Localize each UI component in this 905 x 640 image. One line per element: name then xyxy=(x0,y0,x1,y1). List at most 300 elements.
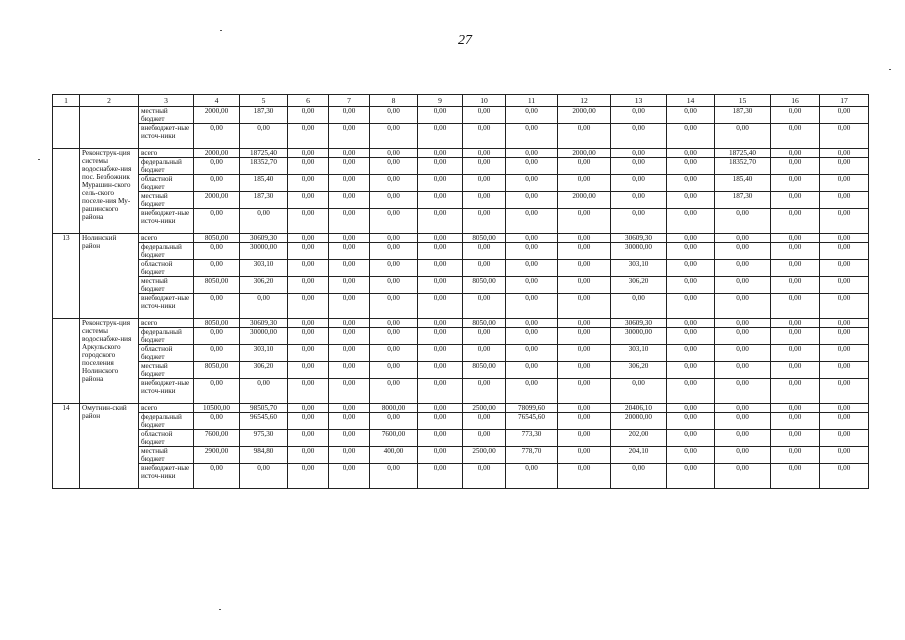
value-cell: 0,00 xyxy=(558,158,611,175)
column-header: 17 xyxy=(820,95,869,107)
funding-source-cell: местный бюджет xyxy=(139,277,194,294)
value-cell: 0,00 xyxy=(558,260,611,277)
value-cell: 20000,00 xyxy=(611,413,667,430)
value-cell: 0,00 xyxy=(558,319,611,328)
value-cell: 30000,00 xyxy=(240,328,288,345)
value-cell: 0,00 xyxy=(288,319,329,328)
value-cell: 0,00 xyxy=(463,464,506,489)
funding-source-cell: областной бюджет xyxy=(139,260,194,277)
value-cell: 0,00 xyxy=(329,430,370,447)
value-cell: 76545,60 xyxy=(506,413,558,430)
value-cell: 0,00 xyxy=(820,277,869,294)
value-cell: 0,00 xyxy=(463,294,506,319)
value-cell: 0,00 xyxy=(771,319,820,328)
value-cell: 0,00 xyxy=(611,209,667,234)
column-header: 5 xyxy=(240,95,288,107)
value-cell: 0,00 xyxy=(667,404,715,413)
table-header-row xyxy=(53,95,869,107)
funding-source-cell: всего xyxy=(139,319,194,328)
value-cell: 0,00 xyxy=(463,328,506,345)
value-cell: 30609,30 xyxy=(611,319,667,328)
value-cell: 0,00 xyxy=(506,294,558,319)
value-cell: 8050,00 xyxy=(194,277,240,294)
scan-speck xyxy=(219,609,221,610)
value-cell: 2000,00 xyxy=(558,149,611,158)
table-row xyxy=(53,107,869,124)
value-cell: 18352,70 xyxy=(715,158,771,175)
value-cell: 0,00 xyxy=(463,209,506,234)
value-cell: 0,00 xyxy=(558,447,611,464)
value-cell: 0,00 xyxy=(667,234,715,243)
value-cell: 0,00 xyxy=(194,345,240,362)
value-cell: 0,00 xyxy=(288,404,329,413)
value-cell: 0,00 xyxy=(194,124,240,149)
table-row xyxy=(53,209,869,234)
value-cell: 0,00 xyxy=(558,379,611,404)
value-cell: 8050,00 xyxy=(463,234,506,243)
value-cell: 0,00 xyxy=(240,294,288,319)
value-cell: 306,20 xyxy=(611,362,667,379)
table-row xyxy=(53,277,869,294)
value-cell: 0,00 xyxy=(288,260,329,277)
value-cell: 0,00 xyxy=(329,243,370,260)
value-cell: 0,00 xyxy=(820,107,869,124)
value-cell: 0,00 xyxy=(667,464,715,489)
column-header: 13 xyxy=(611,95,667,107)
value-cell: 0,00 xyxy=(820,413,869,430)
value-cell: 0,00 xyxy=(288,124,329,149)
value-cell: 0,00 xyxy=(240,464,288,489)
value-cell: 0,00 xyxy=(194,158,240,175)
value-cell: 0,00 xyxy=(715,345,771,362)
table-row xyxy=(53,379,869,404)
value-cell: 0,00 xyxy=(288,362,329,379)
value-cell: 0,00 xyxy=(820,447,869,464)
value-cell: 306,20 xyxy=(240,277,288,294)
value-cell: 0,00 xyxy=(667,430,715,447)
value-cell: 773,30 xyxy=(506,430,558,447)
value-cell: 0,00 xyxy=(288,413,329,430)
value-cell: 0,00 xyxy=(715,362,771,379)
value-cell: 0,00 xyxy=(667,328,715,345)
value-cell: 0,00 xyxy=(771,192,820,209)
value-cell: 0,00 xyxy=(771,379,820,404)
value-cell: 187,30 xyxy=(715,107,771,124)
value-cell: 0,00 xyxy=(820,175,869,192)
value-cell: 0,00 xyxy=(418,447,463,464)
value-cell: 0,00 xyxy=(194,243,240,260)
value-cell: 2000,00 xyxy=(558,192,611,209)
value-cell: 303,10 xyxy=(611,260,667,277)
value-cell: 0,00 xyxy=(418,175,463,192)
value-cell: 0,00 xyxy=(463,158,506,175)
column-header: 1 xyxy=(53,95,80,107)
value-cell: 0,00 xyxy=(715,464,771,489)
value-cell: 0,00 xyxy=(667,209,715,234)
value-cell: 0,00 xyxy=(506,124,558,149)
value-cell: 0,00 xyxy=(611,192,667,209)
value-cell: 0,00 xyxy=(418,379,463,404)
value-cell: 0,00 xyxy=(463,149,506,158)
funding-source-cell: федеральный бюджет xyxy=(139,328,194,345)
funding-source-cell: областной бюджет xyxy=(139,430,194,447)
value-cell: 0,00 xyxy=(288,158,329,175)
value-cell: 0,00 xyxy=(194,328,240,345)
value-cell: 0,00 xyxy=(329,413,370,430)
value-cell: 0,00 xyxy=(771,464,820,489)
value-cell: 0,00 xyxy=(418,294,463,319)
value-cell: 0,00 xyxy=(667,362,715,379)
value-cell: 0,00 xyxy=(558,175,611,192)
value-cell: 0,00 xyxy=(715,379,771,404)
value-cell: 0,00 xyxy=(715,243,771,260)
value-cell: 0,00 xyxy=(370,319,418,328)
value-cell: 0,00 xyxy=(463,260,506,277)
funding-source-cell: федеральный бюджет xyxy=(139,413,194,430)
value-cell: 0,00 xyxy=(370,362,418,379)
value-cell: 0,00 xyxy=(771,107,820,124)
table-row xyxy=(53,328,869,345)
value-cell: 0,00 xyxy=(506,175,558,192)
value-cell: 0,00 xyxy=(715,294,771,319)
value-cell: 0,00 xyxy=(771,260,820,277)
value-cell: 0,00 xyxy=(506,260,558,277)
funding-source-cell: всего xyxy=(139,234,194,243)
value-cell: 303,10 xyxy=(240,260,288,277)
value-cell: 303,10 xyxy=(611,345,667,362)
table-row xyxy=(53,192,869,209)
value-cell: 7600,00 xyxy=(370,430,418,447)
value-cell: 0,00 xyxy=(194,294,240,319)
value-cell: 0,00 xyxy=(418,362,463,379)
value-cell: 0,00 xyxy=(329,158,370,175)
value-cell: 0,00 xyxy=(771,158,820,175)
value-cell: 0,00 xyxy=(611,149,667,158)
value-cell: 0,00 xyxy=(506,209,558,234)
value-cell: 2500,00 xyxy=(463,404,506,413)
value-cell: 30609,30 xyxy=(240,319,288,328)
value-cell: 0,00 xyxy=(418,124,463,149)
value-cell: 0,00 xyxy=(506,192,558,209)
value-cell: 0,00 xyxy=(329,149,370,158)
value-cell: 0,00 xyxy=(506,149,558,158)
value-cell: 0,00 xyxy=(418,209,463,234)
page-number: 27 xyxy=(458,33,472,48)
row-index-cell xyxy=(53,107,80,149)
value-cell: 0,00 xyxy=(506,328,558,345)
value-cell: 0,00 xyxy=(820,328,869,345)
value-cell: 0,00 xyxy=(418,277,463,294)
value-cell: 0,00 xyxy=(418,413,463,430)
value-cell: 0,00 xyxy=(558,430,611,447)
value-cell: 0,00 xyxy=(820,192,869,209)
value-cell: 0,00 xyxy=(715,277,771,294)
value-cell: 0,00 xyxy=(820,158,869,175)
value-cell: 98505,70 xyxy=(240,404,288,413)
value-cell: 303,10 xyxy=(240,345,288,362)
value-cell: 204,10 xyxy=(611,447,667,464)
column-header: 9 xyxy=(418,95,463,107)
table-row xyxy=(53,294,869,319)
funding-source-cell: областной бюджет xyxy=(139,345,194,362)
value-cell: 20406,10 xyxy=(611,404,667,413)
value-cell: 0,00 xyxy=(715,319,771,328)
value-cell: 0,00 xyxy=(463,192,506,209)
value-cell: 0,00 xyxy=(771,175,820,192)
value-cell: 0,00 xyxy=(611,124,667,149)
table-row xyxy=(53,404,869,413)
value-cell: 0,00 xyxy=(820,209,869,234)
scan-speck xyxy=(38,159,40,160)
value-cell: 0,00 xyxy=(329,124,370,149)
value-cell: 0,00 xyxy=(370,464,418,489)
value-cell: 0,00 xyxy=(715,430,771,447)
value-cell: 0,00 xyxy=(771,345,820,362)
value-cell: 0,00 xyxy=(771,149,820,158)
value-cell: 0,00 xyxy=(288,175,329,192)
value-cell: 0,00 xyxy=(558,209,611,234)
value-cell: 984,80 xyxy=(240,447,288,464)
table-row xyxy=(53,158,869,175)
value-cell: 0,00 xyxy=(370,192,418,209)
table-row xyxy=(53,447,869,464)
value-cell: 0,00 xyxy=(820,124,869,149)
object-name-cell xyxy=(80,107,139,149)
value-cell: 0,00 xyxy=(288,149,329,158)
row-index-cell: 14 xyxy=(53,404,80,489)
value-cell: 0,00 xyxy=(611,294,667,319)
value-cell: 0,00 xyxy=(771,277,820,294)
column-header: 10 xyxy=(463,95,506,107)
value-cell: 0,00 xyxy=(771,243,820,260)
value-cell: 0,00 xyxy=(820,464,869,489)
value-cell: 0,00 xyxy=(558,328,611,345)
value-cell: 0,00 xyxy=(667,107,715,124)
value-cell: 0,00 xyxy=(329,260,370,277)
value-cell: 0,00 xyxy=(667,319,715,328)
value-cell: 0,00 xyxy=(370,158,418,175)
value-cell: 0,00 xyxy=(370,175,418,192)
value-cell: 185,40 xyxy=(715,175,771,192)
value-cell: 0,00 xyxy=(329,345,370,362)
value-cell: 0,00 xyxy=(771,404,820,413)
value-cell: 0,00 xyxy=(329,277,370,294)
value-cell: 0,00 xyxy=(715,260,771,277)
value-cell: 30000,00 xyxy=(240,243,288,260)
table-row xyxy=(53,260,869,277)
value-cell: 187,30 xyxy=(715,192,771,209)
value-cell: 30000,00 xyxy=(611,328,667,345)
value-cell: 0,00 xyxy=(506,243,558,260)
value-cell: 0,00 xyxy=(715,234,771,243)
value-cell: 975,30 xyxy=(240,430,288,447)
value-cell: 2900,00 xyxy=(194,447,240,464)
object-name-cell: Реконструк-ция системы водоснабже-ния Аркульского городского поселения Нолинского района xyxy=(80,319,139,404)
funding-source-cell: федеральный бюджет xyxy=(139,243,194,260)
value-cell: 187,30 xyxy=(240,107,288,124)
value-cell: 0,00 xyxy=(771,447,820,464)
value-cell: 0,00 xyxy=(667,149,715,158)
table-row xyxy=(53,175,869,192)
value-cell: 96545,60 xyxy=(240,413,288,430)
value-cell: 0,00 xyxy=(418,107,463,124)
value-cell: 0,00 xyxy=(506,362,558,379)
funding-source-cell: внебюджет-ные источ-ники xyxy=(139,294,194,319)
value-cell: 0,00 xyxy=(667,447,715,464)
value-cell: 0,00 xyxy=(370,234,418,243)
value-cell: 0,00 xyxy=(506,345,558,362)
value-cell: 0,00 xyxy=(506,464,558,489)
column-header: 15 xyxy=(715,95,771,107)
scan-speck xyxy=(889,69,891,70)
value-cell: 0,00 xyxy=(240,209,288,234)
value-cell: 0,00 xyxy=(370,294,418,319)
funding-source-cell: областной бюджет xyxy=(139,175,194,192)
funding-source-cell: внебюджет-ные источ-ники xyxy=(139,209,194,234)
value-cell: 0,00 xyxy=(611,158,667,175)
value-cell: 0,00 xyxy=(463,243,506,260)
value-cell: 0,00 xyxy=(288,328,329,345)
value-cell: 0,00 xyxy=(771,124,820,149)
value-cell: 0,00 xyxy=(194,209,240,234)
value-cell: 0,00 xyxy=(288,277,329,294)
value-cell: 0,00 xyxy=(370,277,418,294)
value-cell: 0,00 xyxy=(370,243,418,260)
value-cell: 0,00 xyxy=(329,404,370,413)
value-cell: 0,00 xyxy=(667,277,715,294)
value-cell: 0,00 xyxy=(194,260,240,277)
value-cell: 0,00 xyxy=(667,379,715,404)
value-cell: 0,00 xyxy=(194,379,240,404)
value-cell: 306,20 xyxy=(611,277,667,294)
funding-source-cell: всего xyxy=(139,404,194,413)
value-cell: 0,00 xyxy=(506,277,558,294)
funding-source-cell: местный бюджет xyxy=(139,362,194,379)
value-cell: 0,00 xyxy=(771,234,820,243)
value-cell: 0,00 xyxy=(288,209,329,234)
value-cell: 0,00 xyxy=(288,379,329,404)
value-cell: 0,00 xyxy=(506,319,558,328)
value-cell: 0,00 xyxy=(820,149,869,158)
value-cell: 8050,00 xyxy=(194,234,240,243)
value-cell: 0,00 xyxy=(194,413,240,430)
value-cell: 0,00 xyxy=(329,379,370,404)
value-cell: 2000,00 xyxy=(558,107,611,124)
value-cell: 0,00 xyxy=(288,447,329,464)
value-cell: 0,00 xyxy=(418,319,463,328)
table-row xyxy=(53,464,869,489)
column-header: 14 xyxy=(667,95,715,107)
value-cell: 306,20 xyxy=(240,362,288,379)
value-cell: 10500,00 xyxy=(194,404,240,413)
object-name-cell: Омутнин-ский район xyxy=(80,404,139,489)
table-row xyxy=(53,124,869,149)
table-row xyxy=(53,319,869,328)
value-cell: 0,00 xyxy=(370,328,418,345)
value-cell: 0,00 xyxy=(611,175,667,192)
column-header: 16 xyxy=(771,95,820,107)
value-cell: 0,00 xyxy=(558,243,611,260)
value-cell: 0,00 xyxy=(370,379,418,404)
row-index-cell: 13 xyxy=(53,234,80,319)
funding-source-cell: внебюджет-ные источ-ники xyxy=(139,124,194,149)
value-cell: 0,00 xyxy=(667,175,715,192)
funding-source-cell: внебюджет-ные источ-ники xyxy=(139,379,194,404)
value-cell: 0,00 xyxy=(771,294,820,319)
value-cell: 0,00 xyxy=(715,209,771,234)
value-cell: 0,00 xyxy=(667,124,715,149)
table-row xyxy=(53,362,869,379)
value-cell: 18352,70 xyxy=(240,158,288,175)
value-cell: 8050,00 xyxy=(463,277,506,294)
value-cell: 0,00 xyxy=(418,149,463,158)
value-cell: 0,00 xyxy=(771,328,820,345)
value-cell: 0,00 xyxy=(418,158,463,175)
value-cell: 0,00 xyxy=(771,413,820,430)
value-cell: 0,00 xyxy=(506,234,558,243)
value-cell: 0,00 xyxy=(771,430,820,447)
value-cell: 30000,00 xyxy=(611,243,667,260)
value-cell: 400,00 xyxy=(370,447,418,464)
value-cell: 0,00 xyxy=(463,175,506,192)
value-cell: 0,00 xyxy=(329,464,370,489)
column-header: 6 xyxy=(288,95,329,107)
value-cell: 18725,40 xyxy=(715,149,771,158)
funding-source-cell: всего xyxy=(139,149,194,158)
value-cell: 0,00 xyxy=(240,379,288,404)
value-cell: 0,00 xyxy=(418,430,463,447)
value-cell: 7600,00 xyxy=(194,430,240,447)
value-cell: 0,00 xyxy=(558,345,611,362)
value-cell: 0,00 xyxy=(418,328,463,345)
value-cell: 0,00 xyxy=(329,175,370,192)
value-cell: 0,00 xyxy=(667,243,715,260)
value-cell: 0,00 xyxy=(820,294,869,319)
value-cell: 2500,00 xyxy=(463,447,506,464)
value-cell: 0,00 xyxy=(667,158,715,175)
value-cell: 0,00 xyxy=(558,404,611,413)
value-cell: 0,00 xyxy=(611,464,667,489)
value-cell: 8050,00 xyxy=(463,319,506,328)
value-cell: 0,00 xyxy=(463,107,506,124)
value-cell: 0,00 xyxy=(820,260,869,277)
value-cell: 0,00 xyxy=(558,362,611,379)
value-cell: 78099,60 xyxy=(506,404,558,413)
value-cell: 0,00 xyxy=(506,158,558,175)
value-cell: 2000,00 xyxy=(194,149,240,158)
value-cell: 18725,40 xyxy=(240,149,288,158)
value-cell: 0,00 xyxy=(715,404,771,413)
value-cell: 0,00 xyxy=(820,404,869,413)
table-row xyxy=(53,243,869,260)
funding-source-cell: внебюджет-ные источ-ники xyxy=(139,464,194,489)
value-cell: 0,00 xyxy=(288,345,329,362)
value-cell: 0,00 xyxy=(418,464,463,489)
value-cell: 0,00 xyxy=(418,234,463,243)
value-cell: 2000,00 xyxy=(194,192,240,209)
value-cell: 0,00 xyxy=(506,107,558,124)
column-header: 2 xyxy=(80,95,139,107)
row-index-cell xyxy=(53,149,80,234)
value-cell: 0,00 xyxy=(288,234,329,243)
value-cell: 0,00 xyxy=(771,362,820,379)
value-cell: 0,00 xyxy=(820,234,869,243)
value-cell: 0,00 xyxy=(370,345,418,362)
column-header: 7 xyxy=(329,95,370,107)
value-cell: 0,00 xyxy=(194,175,240,192)
value-cell: 0,00 xyxy=(329,328,370,345)
value-cell: 0,00 xyxy=(558,413,611,430)
